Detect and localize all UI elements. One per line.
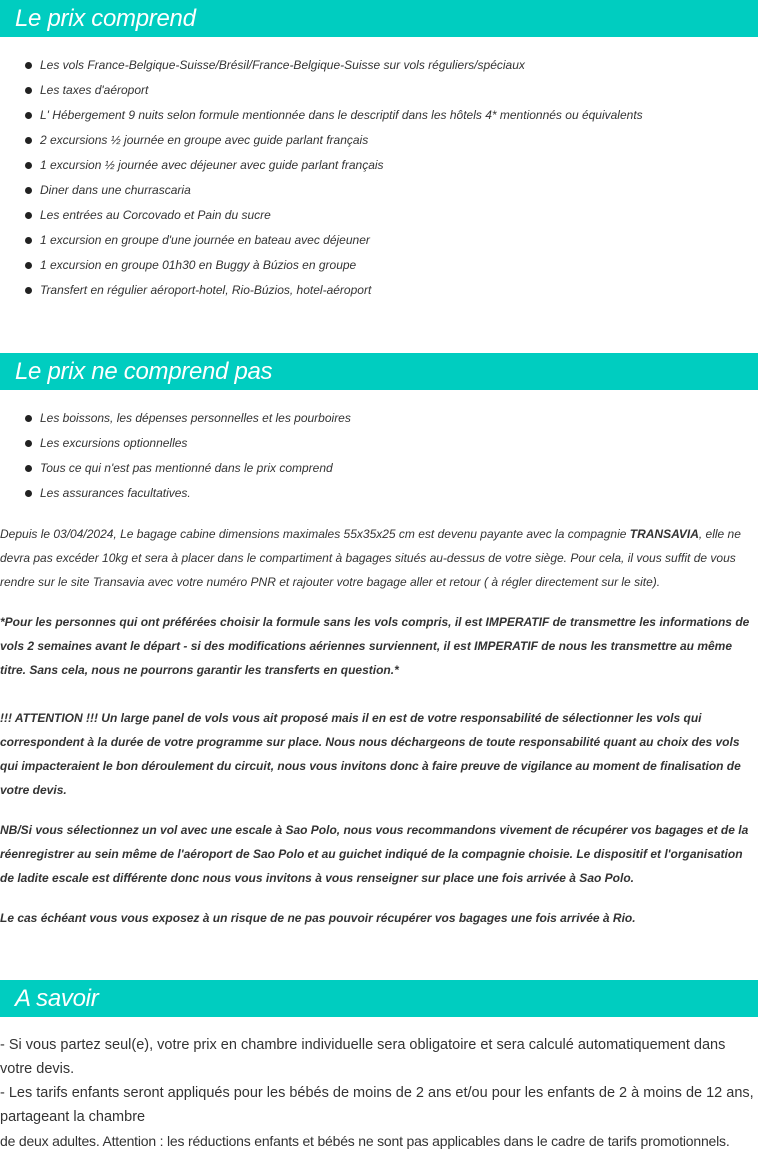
list-item-text: Tous ce qui n'est pas mentionné dans le prix comprend [40,461,333,475]
bullet-icon [25,262,32,269]
baggage-paragraph [0,522,756,594]
list-item [0,406,758,431]
bullet-icon [25,465,32,472]
savoir-line-adults: de deux adultes. Attention : les réductions enfants et bébés ne sont pas applicables dans le cadre de tarifs promotionnels. [0,1133,730,1149]
section-header-prix-ne-comprend-pas: Le prix ne comprend pas [0,353,758,390]
list-item-text: Les assurances facultatives. [40,486,191,500]
section-header-prix-comprend: Le prix comprend [0,0,758,37]
excluded-list [0,406,758,506]
baggage-text-after: , elle ne devra pas excéder 10kg et sera à placer dans le compartiment à bagages situés au-dessus de votre siège. Pour cela, il vous suffit de vous rendre sur le site Transavia avec votre numéro PNR et rajouter votre bagage aller et retour ( à régler directement sur le site). [0,527,741,589]
list-item-text: 1 excursion ½ journée avec déjeuner avec guide parlant français [40,158,384,172]
bullet-icon [25,490,32,497]
list-item [0,128,758,153]
bullet-icon [25,137,32,144]
list-item [0,78,758,103]
list-item-text: Les taxes d'aéroport [40,83,149,97]
list-item [0,203,758,228]
list-item [0,153,758,178]
list-item [0,481,758,506]
bullet-icon [25,112,32,119]
list-item-text: 1 excursion en groupe 01h30 en Buggy à Búzios en groupe [40,258,357,272]
bullet-icon [25,87,32,94]
list-item-text: Les vols France-Belgique-Suisse/Brésil/France-Belgique-Suisse sur vols réguliers/spéciaux [40,58,525,72]
bullet-icon [25,440,32,447]
baggage-text-before: Depuis le 03/04/2024, Le bagage cabine dimensions maximales 55x35x25 cm est devenu payante avec la compagnie [0,527,630,541]
list-item [0,228,758,253]
attention-paragraph: !!! ATTENTION !!! Un large panel de vols vous ait proposé mais il en est de votre responsabilité de sélectionner les vols qui correspondent à la durée de votre programme sur place. Nous nous déchargeons de toute responsabilité quant au choix des vols qui impacteraient le bon déroulement du circuit, nous vous invitons donc à faire preuve de vigilance au moment de finalisation de votre devis. [0,711,741,797]
savoir-line-single: - Si vous partez seul(e), votre prix en chambre individuelle sera obligatoire et sera calculé automatiquement dans votre devis. [0,1037,726,1077]
list-item [0,103,758,128]
list-item-text: Transfert en régulier aéroport-hotel, Rio-Búzios, hotel-aéroport [40,283,372,297]
list-item-text: Diner dans une churrascaria [40,183,191,197]
list-item-text: Les entrées au Corcovado et Pain du sucre [40,208,271,222]
list-item [0,456,758,481]
list-item-text: Les excursions optionnelles [40,436,188,450]
bullet-icon [25,62,32,69]
list-item [0,53,758,78]
bullet-icon [25,212,32,219]
transavia-label: TRANSAVIA [629,527,699,541]
risk-paragraph: Le cas échéant vous vous exposez à un risque de ne pas pouvoir récupérer vos bagages une fois arrivée à Rio. [0,911,636,925]
savoir-line-children: - Les tarifs enfants seront appliqués pour les bébés de moins de 2 ans et/ou pour les enfants de 2 à moins de 12 ans, partageant la chambre [0,1085,754,1125]
bullet-icon [25,237,32,244]
list-item-text: L' Hébergement 9 nuits selon formule mentionnée dans le descriptif dans les hôtels 4* mentionnés ou équivalents [40,108,643,122]
list-item [0,431,758,456]
list-item-text: 1 excursion en groupe d'une journée en bateau avec déjeuner [40,233,370,247]
bullet-icon [25,415,32,422]
flights-notice-paragraph: *Pour les personnes qui ont préférées choisir la formule sans les vols compris, il est IMPERATIF de transmettre les informations de vols 2 semaines avant le départ - si des modifications aériennes surviennent, il est IMPERATIF de nous les transmettre au même titre. Sans cela, nous ne pourrons garantir les transferts en question.* [0,615,750,677]
included-list [0,53,758,303]
list-item-text: 2 excursions ½ journée en groupe avec guide parlant français [40,133,369,147]
bullet-icon [25,187,32,194]
list-item [0,178,758,203]
section-header-a-savoir: A savoir [0,980,758,1017]
bullet-icon [25,287,32,294]
sao-polo-paragraph: NB/Si vous sélectionnez un vol avec une escale à Sao Polo, nous vous recommandons vivement de récupérer vos bagages et de la réenregistrer au sein même de l'aéroport de Sao Polo et au guichet indiqué de la compagnie choisie. Le dispositif et l'organisation de ladite escale est différente donc nous vous invitons à vous renseigner sur place une fois arrivée à Sao Polo. [0,823,749,885]
bullet-icon [25,162,32,169]
list-item-text: Les boissons, les dépenses personnelles et les pourboires [40,411,351,425]
list-item [0,253,758,278]
list-item [0,278,758,303]
